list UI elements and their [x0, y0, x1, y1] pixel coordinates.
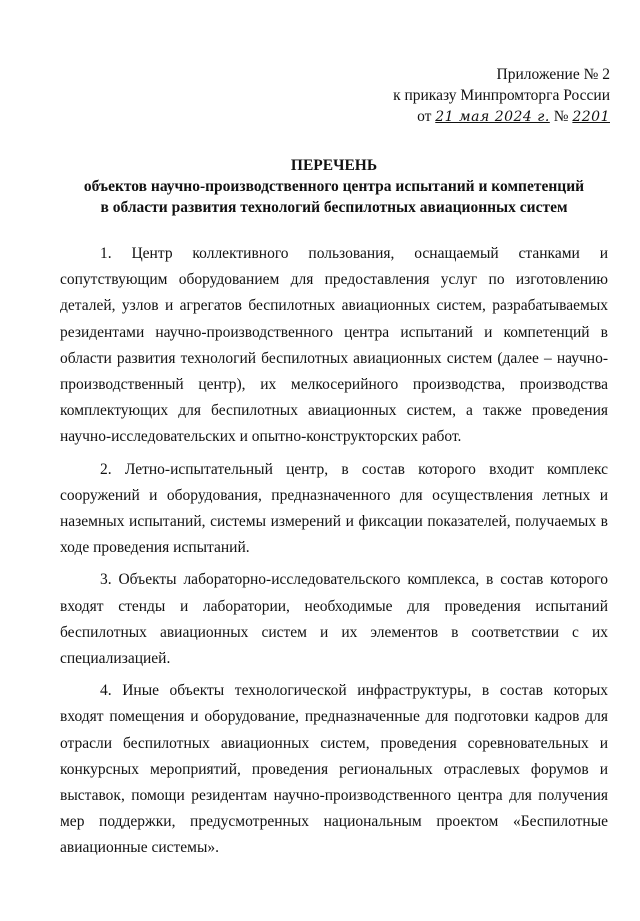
list-item-2: 2. Летно-испытательный центр, в состав которого входит комплекс сооружений и оборудования, предназначенного для осуществления летных и наземных испытаний, системы измерений и фиксации показателей, получаемых в ходе проведения испытаний.	[60, 460, 608, 557]
date-prefix: от	[417, 108, 432, 125]
list-item-1: 1. Центр коллективного пользования, оснащаемый станками и сопутствующим оборудованием для предоставления услуг по изготовлению деталей, узлов и агрегатов беспилотных авиационных систем, разрабатываемых резидентами научно-производственного центра испытаний и компетенций в области развития технологий беспилотных авиационных систем (далее – научно-производственный центр), их мелкосерийного производства, производства комплектующих для беспилотных авиационных систем, а также проведения научно-исследовательских и опытно-конструкторских работ.	[60, 245, 608, 446]
appendix-label: Приложение № 2	[496, 66, 610, 83]
handwritten-date: 21 мая 2024 г.	[435, 109, 550, 125]
list-item-3: 3. Объекты лабораторно-исследовательского комплекса, в состав которого входят стенды и лаборатории, необходимые для проведения испытаний беспилотных авиационных систем и их элементов в соответствии с их специализацией.	[60, 571, 608, 668]
document-body	[60, 241, 608, 868]
appendix-block	[360, 64, 610, 128]
order-date-number-row	[360, 106, 610, 128]
order-reference: к приказу Минпромторга России	[393, 87, 610, 104]
document-title	[60, 155, 608, 218]
title-heading: ПЕРЕЧЕНЬ	[290, 157, 378, 174]
list-item-4: 4. Иные объекты технологической инфраструктуры, в состав которых входят помещения и оборудование, предназначенные для подготовки кадров для отрасли беспилотных авиационных систем, проведения соревновательных и конкурсных мероприятий, проведения региональных отраслевых форумов и выставок, помощи резидентам научно-производственного центра для получения мер поддержки, предусмотренных национальным проектом «Беспилотные авиационные системы».	[60, 682, 608, 857]
number-prefix: №	[553, 108, 569, 125]
handwritten-number: 2201	[572, 109, 610, 125]
title-line-2: в области развития технологий беспилотных авиационных систем	[100, 199, 568, 216]
title-line-1: объектов научно-производственного центра испытаний и компетенций	[83, 178, 585, 195]
